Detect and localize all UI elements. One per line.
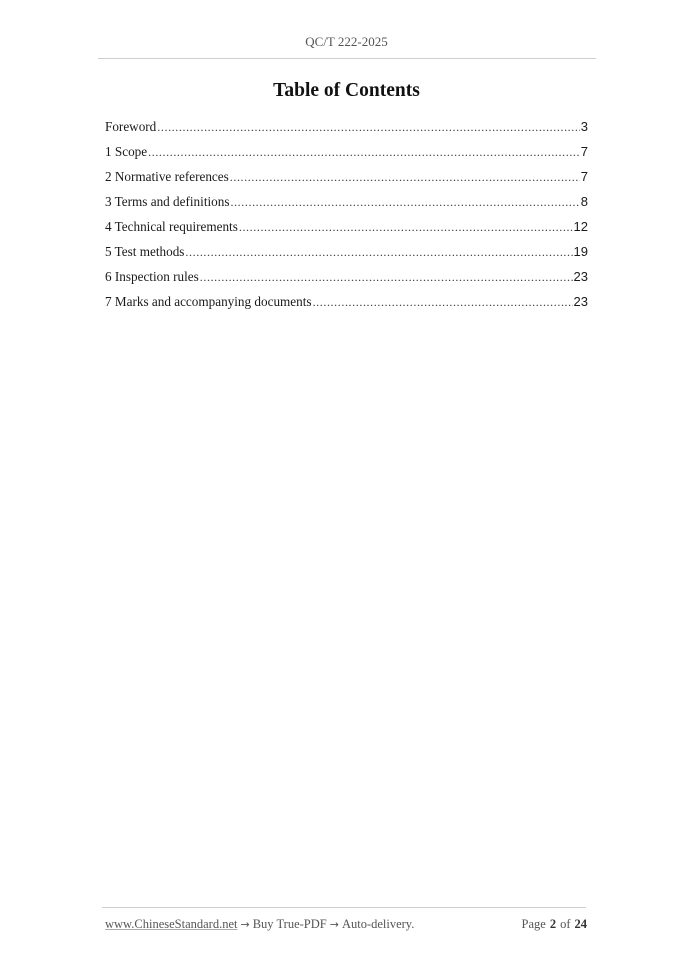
toc-leader-dots xyxy=(239,219,573,236)
page-label: Page xyxy=(521,917,546,931)
page-footer xyxy=(105,917,587,932)
toc-entry-page: 23 xyxy=(573,294,588,309)
toc-entry-page: 3 xyxy=(580,119,588,134)
toc-entry-label: 2 Normative references xyxy=(105,169,229,184)
chinesestandard-link[interactable]: www.ChineseStandard.net xyxy=(105,917,238,931)
toc-entry-page: 7 xyxy=(580,169,588,184)
toc-entry-page: 12 xyxy=(573,219,588,234)
toc-entry-label: 1 Scope xyxy=(105,144,148,159)
toc-leader-dots xyxy=(157,119,579,136)
of-label: of xyxy=(560,917,571,931)
footer-step-buy: Buy True-PDF xyxy=(252,917,327,931)
header-divider xyxy=(98,58,596,59)
footer-divider xyxy=(102,907,586,908)
toc-entry-label: Foreword xyxy=(105,119,157,134)
toc-entry-test-methods[interactable] xyxy=(105,243,588,268)
footer-step-delivery: Auto-delivery. xyxy=(341,917,415,931)
toc-entry-normative-references[interactable] xyxy=(105,168,588,193)
toc-leader-dots xyxy=(185,244,572,261)
toc-leader-dots xyxy=(148,144,580,161)
toc-entry-marks-and-accompanying-documents[interactable] xyxy=(105,293,588,318)
toc-entry-terms-and-definitions[interactable] xyxy=(105,193,588,218)
toc-entry-label: 6 Inspection rules xyxy=(105,269,199,284)
toc-list xyxy=(105,118,588,318)
footer-promo xyxy=(105,917,414,932)
document-code-header: QC/T 222-2025 xyxy=(305,34,388,49)
toc-entry-page: 23 xyxy=(573,269,588,284)
toc-entry-page: 19 xyxy=(573,244,588,259)
toc-entry-label: 7 Marks and accompanying documents xyxy=(105,294,312,309)
toc-leader-dots xyxy=(200,269,573,286)
toc-leader-dots xyxy=(313,294,573,311)
total-pages-number: 24 xyxy=(574,917,587,931)
arrow-right-icon: → xyxy=(329,918,339,931)
toc-title: Table of Contents xyxy=(273,80,420,101)
toc-entry-technical-requirements[interactable] xyxy=(105,218,588,243)
current-page-number: 2 xyxy=(549,917,557,931)
toc-entry-label: 4 Technical requirements xyxy=(105,219,238,234)
arrow-right-icon: → xyxy=(240,918,250,931)
page-indicator xyxy=(522,917,587,932)
toc-entry-label: 3 Terms and definitions xyxy=(105,194,230,209)
toc-leader-dots xyxy=(230,169,580,186)
toc-entry-page: 7 xyxy=(580,144,588,159)
toc-entry-scope[interactable] xyxy=(105,143,588,168)
toc-entry-label: 5 Test methods xyxy=(105,244,185,259)
toc-entry-inspection-rules[interactable] xyxy=(105,268,588,293)
toc-entry-foreword[interactable] xyxy=(105,118,588,143)
toc-entry-page: 8 xyxy=(580,194,588,209)
toc-leader-dots xyxy=(230,194,579,211)
